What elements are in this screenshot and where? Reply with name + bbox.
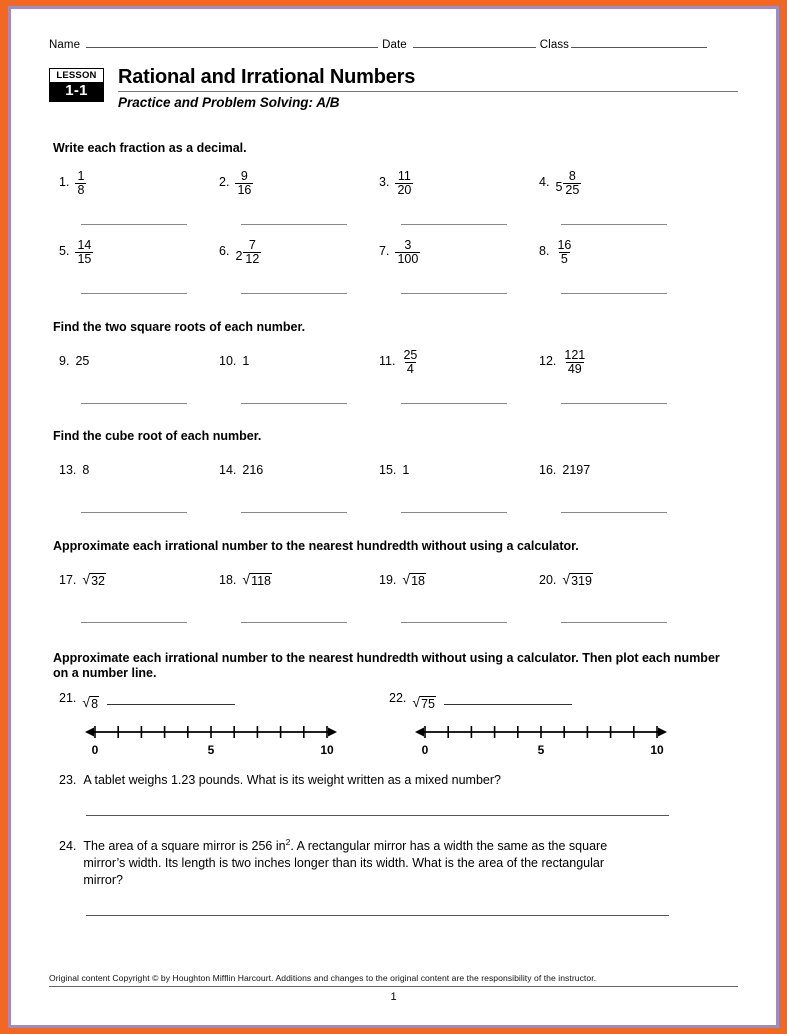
answer-blank-cell [539,512,699,513]
problem-expression [82,566,106,588]
problem-expression [235,237,261,266]
answer-blank-cell [59,512,219,513]
numberline-problem [59,691,389,758]
radicand: 8 [91,697,99,711]
problem-number: 9. [59,354,70,368]
answer-blank-cell [379,512,539,513]
problem-item [59,168,219,202]
fraction-denominator: 16 [237,183,252,197]
fraction-denominator: 15 [77,252,92,266]
problem-number: 24. [59,839,77,853]
problem-expression [242,566,272,588]
date-label: Date [382,39,407,51]
fraction-numerator: 11 [397,169,411,183]
fraction-numerator: 9 [240,169,248,183]
problem-item [539,347,699,381]
problem-number: 19. [379,573,397,587]
radical-sign-icon: √ [562,571,571,587]
date-input-line[interactable] [413,37,536,48]
spacer [49,156,738,168]
number-line[interactable] [415,722,667,758]
problem-number: 17. [59,573,77,587]
answer-blank-cell [539,403,699,404]
answer-blank[interactable] [401,622,507,623]
answer-blank[interactable] [401,403,507,404]
problem-number: 23. [59,773,77,787]
number-line-tick-label: 10 [650,743,664,757]
number-line-tick-label: 5 [207,743,215,757]
answer-blank-cell [379,224,539,225]
answer-blank-row [59,512,738,513]
square-root-expression [412,691,436,711]
problem-expression [555,168,581,197]
section-instruction: Find the two square roots of each number. [53,320,306,334]
problem-expression [555,237,573,266]
fraction-denominator: 12 [245,252,260,266]
number-line[interactable] [85,722,337,758]
problem-item [219,168,379,202]
spacer [49,225,738,237]
problem-expression [395,168,413,197]
answer-blank[interactable] [401,224,507,225]
problem-number: 3. [379,175,390,189]
problem-expression [395,237,420,266]
answer-blank-cell [219,403,379,404]
worksheet-page [11,9,776,1025]
radicand: 118 [251,574,272,588]
fraction [562,349,587,376]
problem-number: 20. [539,573,557,587]
problem-item [379,456,539,490]
page-number: 1 [390,991,397,1003]
problem-item [539,168,699,202]
page-subtitle: Practice and Problem Solving: A/B [118,95,340,110]
answer-blank[interactable] [561,622,667,623]
section-instruction: Approximate each irrational number to the nearest hundredth without using a calculator. [53,539,579,553]
answer-blank[interactable] [241,293,347,294]
fraction [555,239,573,266]
section-instruction: Write each fraction as a decimal. [53,141,247,155]
problem-item [59,566,219,600]
mixed-whole-number: 2 [235,249,243,263]
spacer [49,202,738,224]
fraction-numerator: 25 [403,348,418,362]
problem-expression [412,691,436,711]
radicand: 18 [411,574,425,588]
problem-item [539,456,699,490]
answer-blank-cell [59,403,219,404]
answer-blank-row [59,403,738,404]
answer-blank[interactable] [241,403,347,404]
answer-blank[interactable] [241,224,347,225]
answer-blank[interactable] [81,622,187,623]
lesson-badge-number: 1-1 [50,82,103,101]
fraction-denominator: 49 [567,362,582,376]
problem-number: 2. [219,175,230,189]
problem-value: 216 [242,463,264,477]
answer-blank-cell [219,622,379,623]
problem-row [59,168,738,202]
problem-number: 4. [539,175,550,189]
answer-blank[interactable] [401,512,507,513]
answer-blank[interactable] [81,403,187,404]
fraction [235,170,253,197]
numberline-instruction: Approximate each irrational number to the nearest hundredth without using a calculator. Then plot each number on a number line. [53,651,720,680]
fraction-denominator: 8 [77,183,85,197]
problem-item [59,456,219,490]
fraction-denominator: 4 [406,362,414,376]
number-line-labels [415,743,667,758]
numberline-problem [389,691,719,758]
answer-blank[interactable] [107,691,235,705]
fraction [75,170,86,197]
problem-item [59,347,219,381]
numberline-problem-head [59,691,389,711]
problem-sections [49,141,738,623]
answer-blank[interactable] [561,403,667,404]
spacer [49,600,738,622]
number-line-tick-label: 0 [421,743,429,757]
problem-number: 1. [59,175,70,189]
answer-blank-cell [539,224,699,225]
radical-sign-icon: √ [402,571,411,587]
problem-row [59,566,738,600]
fraction-denominator: 100 [397,252,419,266]
fraction-numerator: 121 [564,348,586,362]
square-root-expression [402,568,426,588]
problem-expression [82,691,99,711]
copyright-text: Original content Copyright © by Houghton Mifflin Harcourt. Additions and changes to the original content are the responsibility of the instructor. [49,973,597,983]
lesson-badge [49,68,104,102]
answer-blank-row [59,293,738,294]
problem-row [59,347,738,381]
exponent: 2 [285,836,291,847]
problem-number: 7. [379,244,390,258]
square-root-expression [562,568,593,588]
word-problems [49,758,738,916]
spacer [49,335,738,347]
problem-item [379,566,539,600]
fraction-numerator: 3 [404,238,412,252]
word-problem [59,772,738,789]
problem-item [539,566,699,600]
number-line-tick-label: 10 [320,743,334,757]
problem-number: 12. [539,354,557,368]
problem-value: 1 [242,354,250,368]
page-border [8,6,779,1028]
answer-blank-cell [379,403,539,404]
lesson-badge-label: LESSON [56,70,97,81]
number-line-labels [85,743,337,758]
fraction [243,239,261,266]
class-label: Class [539,39,570,51]
lesson-title-block [118,66,738,111]
fraction [395,170,413,197]
spacer [49,444,738,456]
problem-number: 16. [539,463,557,477]
answer-blank[interactable] [81,293,187,294]
answer-blank-cell [59,293,219,294]
name-label: Name [49,39,81,51]
spacer [49,789,738,815]
answer-blank[interactable] [561,293,667,294]
name-input-line[interactable] [86,37,378,48]
student-info-row [49,37,738,51]
square-root-expression [242,568,272,588]
fraction [395,239,420,266]
radicand: 75 [421,697,435,711]
problem-item [379,168,539,202]
radical-sign-icon: √ [242,571,251,587]
answer-blank-row [59,224,738,225]
problem-value: 25 [75,354,90,368]
answer-blank[interactable] [86,915,669,916]
answer-blank-row [59,622,738,623]
problem-value: 8 [82,463,90,477]
problem-item [219,237,379,271]
answer-blank[interactable] [241,622,347,623]
answer-blank-cell [219,224,379,225]
problem-number: 18. [219,573,237,587]
problem-number: 8. [539,244,550,258]
problem-expression [401,347,419,376]
answer-blank[interactable] [561,224,667,225]
numberline-row [59,691,738,758]
number-line-tick-label: 0 [91,743,99,757]
title-divider [118,91,738,92]
problem-number: 10. [219,354,237,368]
mixed-whole-number: 5 [555,180,563,194]
spacer [49,816,738,838]
problem-expression [562,566,593,588]
answer-blank[interactable] [81,512,187,513]
problem-number: 21. [59,691,77,705]
problem-item [219,456,379,490]
answer-blank[interactable] [401,293,507,294]
spacer [49,554,738,566]
fraction [75,239,93,266]
class-input-line[interactable] [571,37,707,48]
lesson-header [49,66,738,111]
answer-blank-cell [219,293,379,294]
problem-expression [235,168,253,197]
numberline-problem-head [389,691,719,711]
problem-item [379,347,539,381]
problem-number: 6. [219,244,230,258]
answer-blank[interactable] [444,691,572,705]
fraction-numerator: 8 [568,169,576,183]
problem-expression [562,347,587,376]
problem-item [379,237,539,271]
spacer [49,271,738,293]
page-footer [49,973,738,1003]
problem-row [59,237,738,271]
answer-blank[interactable] [241,512,347,513]
problem-item [219,566,379,600]
answer-blank-cell [539,293,699,294]
fraction-denominator: 5 [560,252,568,266]
fraction-numerator: 16 [557,238,572,252]
problem-number: 5. [59,244,70,258]
problem-expression [75,168,86,197]
spacer [49,490,738,512]
problem-number: 13. [59,463,77,477]
problem-value: 1 [402,463,410,477]
spacer [49,889,738,915]
section-instruction: Find the cube root of each number. [53,429,262,443]
problem-number: 11. [379,354,396,368]
radical-sign-icon: √ [412,694,421,710]
problem-number: 15. [379,463,397,477]
problem-number: 22. [389,691,407,705]
fraction [563,170,581,197]
problem-item [219,347,379,381]
answer-blank[interactable] [561,512,667,513]
fraction-denominator: 20 [397,183,412,197]
problem-text: The area of a square mirror is 256 $in^2$. A rectangular mirror has a width the same as the square mirror’s width. Its length is two inches longer than its width. What is the area of the rectangular mirror? [83,836,608,887]
answer-blank-cell [379,622,539,623]
problem-expression [402,566,426,588]
square-root-expression [82,691,99,711]
fraction-numerator: 7 [248,238,256,252]
problem-expression [75,237,93,266]
problem-text: A tablet weighs 1.23 pounds. What is its weight written as a mixed number? [83,773,501,787]
square-root-expression [82,568,106,588]
fraction-numerator: 1 [77,169,85,183]
answer-blank-cell [59,224,219,225]
word-problem [59,838,738,889]
page-title: Rational and Irrational Numbers [118,66,416,88]
answer-blank-cell [59,622,219,623]
spacer [49,381,738,403]
radical-sign-icon: √ [82,571,91,587]
radicand: 319 [571,574,592,588]
radicand: 32 [91,574,105,588]
problem-value: 2197 [562,463,591,477]
fraction-numerator: 14 [77,238,92,252]
problem-item [59,237,219,271]
problem-row [59,456,738,490]
answer-blank[interactable] [81,224,187,225]
answer-blank-cell [539,622,699,623]
number-line-tick-label: 5 [537,743,545,757]
problem-number: 14. [219,463,237,477]
radical-sign-icon: √ [82,694,91,710]
answer-blank-cell [379,293,539,294]
fraction [401,349,419,376]
fraction-denominator: 25 [565,183,580,197]
spacer [49,758,738,772]
answer-blank-cell [219,512,379,513]
problem-item [539,237,699,271]
